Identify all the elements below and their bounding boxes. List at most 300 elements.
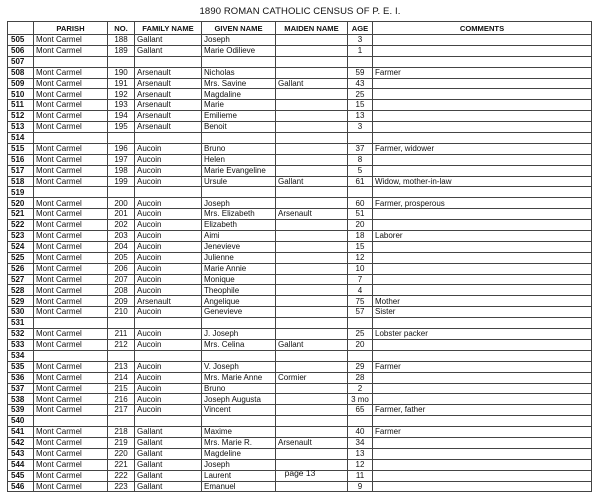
row-number-cell: 524: [8, 241, 34, 252]
comments-cell: Farmer, widower: [373, 143, 592, 154]
row-number-cell: 532: [8, 329, 34, 340]
table-row: [8, 339, 592, 350]
given-name-cell: Joseph: [202, 35, 276, 46]
maiden-name-cell: [276, 45, 348, 56]
table-row: [8, 100, 592, 111]
row-number-cell: 539: [8, 405, 34, 416]
family-name-cell: Aucoin: [135, 361, 202, 372]
parish-cell: Mont Carmel: [34, 405, 108, 416]
no-cell: 217: [108, 405, 135, 416]
given-name-cell: Magdaline: [202, 89, 276, 100]
comments-cell: Mother: [373, 296, 592, 307]
age-cell: 3: [348, 35, 373, 46]
age-cell: [348, 416, 373, 427]
table-row: [8, 361, 592, 372]
no-cell: 213: [108, 361, 135, 372]
parish-cell: Mont Carmel: [34, 481, 108, 492]
family-name-cell: Aucoin: [135, 372, 202, 383]
given-name-cell: Genevieve: [202, 307, 276, 318]
table-row: [8, 318, 592, 329]
no-cell: 195: [108, 122, 135, 133]
given-name-cell: Marie Annie: [202, 263, 276, 274]
comments-cell: [373, 100, 592, 111]
family-name-cell: [135, 350, 202, 361]
maiden-name-cell: [276, 361, 348, 372]
age-cell: 11: [348, 470, 373, 481]
parish-cell: Mont Carmel: [34, 45, 108, 56]
maiden-name-cell: Cormier: [276, 372, 348, 383]
row-number-cell: 545: [8, 470, 34, 481]
age-cell: 12: [348, 252, 373, 263]
no-cell: 223: [108, 481, 135, 492]
maiden-name-cell: [276, 318, 348, 329]
family-name-cell: Aucoin: [135, 252, 202, 263]
table-row: [8, 350, 592, 361]
given-name-cell: Joseph: [202, 198, 276, 209]
table-row: [8, 165, 592, 176]
age-cell: 40: [348, 427, 373, 438]
parish-cell: [34, 318, 108, 329]
comments-cell: [373, 318, 592, 329]
parish-cell: [34, 187, 108, 198]
table-row: [8, 427, 592, 438]
maiden-name-cell: [276, 416, 348, 427]
family-name-cell: Aucoin: [135, 176, 202, 187]
maiden-name-cell: [276, 111, 348, 122]
comments-cell: [373, 448, 592, 459]
row-number-cell: 541: [8, 427, 34, 438]
row-number-cell: 505: [8, 35, 34, 46]
age-cell: [348, 350, 373, 361]
comments-cell: [373, 263, 592, 274]
maiden-name-cell: [276, 427, 348, 438]
no-cell: 206: [108, 263, 135, 274]
parish-cell: Mont Carmel: [34, 427, 108, 438]
family-name-cell: Aucoin: [135, 143, 202, 154]
parish-cell: Mont Carmel: [34, 35, 108, 46]
given-name-cell: Mrs. Marie R.: [202, 437, 276, 448]
row-number-cell: 513: [8, 122, 34, 133]
family-name-cell: Aucoin: [135, 329, 202, 340]
comments-cell: [373, 372, 592, 383]
maiden-name-cell: [276, 263, 348, 274]
comments-cell: Farmer, prosperous: [373, 198, 592, 209]
family-name-cell: Aucoin: [135, 198, 202, 209]
table-row: [8, 198, 592, 209]
maiden-name-cell: [276, 307, 348, 318]
table-row: [8, 307, 592, 318]
comments-cell: [373, 45, 592, 56]
no-cell: 201: [108, 209, 135, 220]
maiden-name-cell: [276, 143, 348, 154]
family-name-cell: Aucoin: [135, 285, 202, 296]
age-cell: 18: [348, 231, 373, 242]
maiden-name-cell: [276, 383, 348, 394]
table-row: [8, 383, 592, 394]
comments-cell: [373, 78, 592, 89]
family-name-cell: Gallant: [135, 35, 202, 46]
comments-cell: [373, 165, 592, 176]
given-name-cell: [202, 133, 276, 144]
maiden-name-cell: [276, 350, 348, 361]
row-number-cell: 518: [8, 176, 34, 187]
given-name-cell: Vincent: [202, 405, 276, 416]
maiden-name-cell: [276, 35, 348, 46]
age-cell: [348, 56, 373, 67]
row-number-cell: 535: [8, 361, 34, 372]
given-name-cell: [202, 318, 276, 329]
comments-cell: [373, 339, 592, 350]
maiden-name-cell: [276, 252, 348, 263]
parish-cell: Mont Carmel: [34, 372, 108, 383]
parish-cell: Mont Carmel: [34, 361, 108, 372]
no-cell: 189: [108, 45, 135, 56]
given-name-cell: Aimi: [202, 231, 276, 242]
table-row: [8, 67, 592, 78]
no-cell: 190: [108, 67, 135, 78]
given-name-cell: [202, 56, 276, 67]
given-name-cell: Laurent: [202, 470, 276, 481]
no-cell: 210: [108, 307, 135, 318]
no-cell: 214: [108, 372, 135, 383]
maiden-name-cell: [276, 481, 348, 492]
row-number-cell: 521: [8, 209, 34, 220]
no-cell: 204: [108, 241, 135, 252]
table-row: [8, 143, 592, 154]
parish-cell: Mont Carmel: [34, 100, 108, 111]
no-cell: 216: [108, 394, 135, 405]
given-name-cell: Nicholas: [202, 67, 276, 78]
header-maiden-name: MAIDEN NAME: [276, 22, 348, 35]
family-name-cell: Gallant: [135, 427, 202, 438]
family-name-cell: [135, 318, 202, 329]
given-name-cell: Monique: [202, 274, 276, 285]
row-number-cell: 531: [8, 318, 34, 329]
age-cell: 37: [348, 143, 373, 154]
given-name-cell: Helen: [202, 154, 276, 165]
age-cell: 25: [348, 329, 373, 340]
family-name-cell: Aucoin: [135, 209, 202, 220]
given-name-cell: Theophile: [202, 285, 276, 296]
age-cell: 61: [348, 176, 373, 187]
header-comments: COMMENTS: [373, 22, 592, 35]
page-title: 1890 ROMAN CATHOLIC CENSUS OF P. E. I.: [199, 6, 401, 17]
comments-cell: Laborer: [373, 231, 592, 242]
no-cell: 219: [108, 437, 135, 448]
given-name-cell: Marie Evangeline: [202, 165, 276, 176]
no-cell: 198: [108, 165, 135, 176]
family-name-cell: Aucoin: [135, 394, 202, 405]
family-name-cell: Gallant: [135, 448, 202, 459]
family-name-cell: Gallant: [135, 459, 202, 470]
comments-cell: [373, 89, 592, 100]
parish-cell: Mont Carmel: [34, 470, 108, 481]
no-cell: 202: [108, 220, 135, 231]
comments-cell: [373, 241, 592, 252]
table-row: [8, 78, 592, 89]
comments-cell: [373, 437, 592, 448]
age-cell: 57: [348, 307, 373, 318]
comments-cell: [373, 383, 592, 394]
no-cell: 218: [108, 427, 135, 438]
comments-cell: [373, 56, 592, 67]
given-name-cell: Benoit: [202, 122, 276, 133]
parish-cell: Mont Carmel: [34, 394, 108, 405]
row-number-cell: 517: [8, 165, 34, 176]
comments-cell: [373, 285, 592, 296]
no-cell: [108, 416, 135, 427]
comments-cell: Farmer, father: [373, 405, 592, 416]
maiden-name-cell: [276, 154, 348, 165]
parish-cell: Mont Carmel: [34, 231, 108, 242]
maiden-name-cell: [276, 67, 348, 78]
age-cell: 34: [348, 437, 373, 448]
family-name-cell: Aucoin: [135, 383, 202, 394]
row-number-cell: 506: [8, 45, 34, 56]
comments-cell: [373, 252, 592, 263]
maiden-name-cell: Arsenault: [276, 437, 348, 448]
no-cell: 200: [108, 198, 135, 209]
table-row: [8, 448, 592, 459]
row-number-cell: 525: [8, 252, 34, 263]
row-number-cell: 511: [8, 100, 34, 111]
age-cell: 12: [348, 459, 373, 470]
table-row: [8, 372, 592, 383]
table-row: [8, 133, 592, 144]
row-number-cell: 538: [8, 394, 34, 405]
maiden-name-cell: [276, 187, 348, 198]
given-name-cell: [202, 187, 276, 198]
row-number-cell: 540: [8, 416, 34, 427]
parish-cell: Mont Carmel: [34, 154, 108, 165]
family-name-cell: Gallant: [135, 481, 202, 492]
age-cell: 13: [348, 111, 373, 122]
parish-cell: [34, 416, 108, 427]
given-name-cell: Mrs. Elizabeth: [202, 209, 276, 220]
family-name-cell: Aucoin: [135, 154, 202, 165]
table-row: [8, 263, 592, 274]
header-row-number: [8, 22, 34, 35]
parish-cell: Mont Carmel: [34, 252, 108, 263]
parish-cell: Mont Carmel: [34, 448, 108, 459]
age-cell: [348, 318, 373, 329]
maiden-name-cell: [276, 405, 348, 416]
maiden-name-cell: Gallant: [276, 78, 348, 89]
age-cell: 8: [348, 154, 373, 165]
age-cell: [348, 133, 373, 144]
table-row: [8, 187, 592, 198]
table-row: [8, 176, 592, 187]
no-cell: [108, 187, 135, 198]
parish-cell: Mont Carmel: [34, 329, 108, 340]
age-cell: 65: [348, 405, 373, 416]
no-cell: 188: [108, 35, 135, 46]
maiden-name-cell: [276, 89, 348, 100]
age-cell: 13: [348, 448, 373, 459]
age-cell: 3 mo: [348, 394, 373, 405]
comments-cell: [373, 35, 592, 46]
family-name-cell: Gallant: [135, 437, 202, 448]
comments-cell: [373, 154, 592, 165]
row-number-cell: 516: [8, 154, 34, 165]
age-cell: 10: [348, 263, 373, 274]
table-row: [8, 122, 592, 133]
age-cell: 59: [348, 67, 373, 78]
given-name-cell: Joseph: [202, 459, 276, 470]
age-cell: 7: [348, 274, 373, 285]
row-number-cell: 534: [8, 350, 34, 361]
family-name-cell: Aucoin: [135, 274, 202, 285]
family-name-cell: Arsenault: [135, 111, 202, 122]
family-name-cell: Aucoin: [135, 220, 202, 231]
family-name-cell: [135, 416, 202, 427]
no-cell: 203: [108, 231, 135, 242]
table-row: [8, 416, 592, 427]
comments-cell: Sister: [373, 307, 592, 318]
header-given-name: GIVEN NAME: [202, 22, 276, 35]
family-name-cell: [135, 56, 202, 67]
comments-cell: [373, 416, 592, 427]
header-row: [8, 22, 592, 35]
row-number-cell: 522: [8, 220, 34, 231]
table-row: [8, 252, 592, 263]
age-cell: 5: [348, 165, 373, 176]
age-cell: 75: [348, 296, 373, 307]
comments-cell: [373, 350, 592, 361]
no-cell: [108, 350, 135, 361]
no-cell: 196: [108, 143, 135, 154]
parish-cell: Mont Carmel: [34, 296, 108, 307]
given-name-cell: Emilieme: [202, 111, 276, 122]
row-number-cell: 543: [8, 448, 34, 459]
row-number-cell: 529: [8, 296, 34, 307]
comments-cell: [373, 187, 592, 198]
row-number-cell: 514: [8, 133, 34, 144]
age-cell: 25: [348, 89, 373, 100]
no-cell: 193: [108, 100, 135, 111]
no-cell: [108, 133, 135, 144]
comments-cell: Farmer: [373, 67, 592, 78]
parish-cell: Mont Carmel: [34, 263, 108, 274]
family-name-cell: [135, 133, 202, 144]
table-row: [8, 285, 592, 296]
given-name-cell: V. Joseph: [202, 361, 276, 372]
no-cell: 199: [108, 176, 135, 187]
maiden-name-cell: [276, 198, 348, 209]
no-cell: 211: [108, 329, 135, 340]
comments-cell: Farmer: [373, 427, 592, 438]
table-row: [8, 45, 592, 56]
given-name-cell: Jenevieve: [202, 241, 276, 252]
page-number: page 13: [284, 468, 316, 478]
age-cell: 51: [348, 209, 373, 220]
age-cell: 3: [348, 122, 373, 133]
no-cell: 220: [108, 448, 135, 459]
comments-cell: [373, 209, 592, 220]
maiden-name-cell: [276, 296, 348, 307]
row-number-cell: 515: [8, 143, 34, 154]
parish-cell: Mont Carmel: [34, 437, 108, 448]
parish-cell: [34, 56, 108, 67]
age-cell: 9: [348, 481, 373, 492]
comments-cell: [373, 122, 592, 133]
given-name-cell: Maxime: [202, 427, 276, 438]
comments-cell: [373, 274, 592, 285]
maiden-name-cell: [276, 165, 348, 176]
given-name-cell: Ursule: [202, 176, 276, 187]
age-cell: 15: [348, 100, 373, 111]
row-number-cell: 519: [8, 187, 34, 198]
given-name-cell: Mrs. Celina: [202, 339, 276, 350]
row-number-cell: 546: [8, 481, 34, 492]
row-number-cell: 544: [8, 459, 34, 470]
row-number-cell: 530: [8, 307, 34, 318]
family-name-cell: Aucoin: [135, 165, 202, 176]
parish-cell: Mont Carmel: [34, 383, 108, 394]
maiden-name-cell: [276, 394, 348, 405]
row-number-cell: 512: [8, 111, 34, 122]
row-number-cell: 533: [8, 339, 34, 350]
header-family-name: FAMILY NAME: [135, 22, 202, 35]
parish-cell: Mont Carmel: [34, 274, 108, 285]
comments-cell: [373, 481, 592, 492]
given-name-cell: Marie: [202, 100, 276, 111]
no-cell: 205: [108, 252, 135, 263]
comments-cell: [373, 111, 592, 122]
table-row: [8, 329, 592, 340]
table-row: [8, 241, 592, 252]
parish-cell: Mont Carmel: [34, 220, 108, 231]
no-cell: [108, 56, 135, 67]
age-cell: 1: [348, 45, 373, 56]
table-row: [8, 154, 592, 165]
age-cell: 20: [348, 339, 373, 350]
given-name-cell: [202, 350, 276, 361]
age-cell: 2: [348, 383, 373, 394]
maiden-name-cell: [276, 329, 348, 340]
comments-cell: Farmer: [373, 361, 592, 372]
given-name-cell: Emanuel: [202, 481, 276, 492]
age-cell: [348, 187, 373, 198]
row-number-cell: 536: [8, 372, 34, 383]
family-name-cell: Aucoin: [135, 263, 202, 274]
family-name-cell: Arsenault: [135, 296, 202, 307]
row-number-cell: 520: [8, 198, 34, 209]
table-row: [8, 111, 592, 122]
parish-cell: Mont Carmel: [34, 176, 108, 187]
given-name-cell: Bruno: [202, 383, 276, 394]
table-row: [8, 56, 592, 67]
parish-cell: Mont Carmel: [34, 285, 108, 296]
row-number-cell: 527: [8, 274, 34, 285]
age-cell: 43: [348, 78, 373, 89]
maiden-name-cell: [276, 231, 348, 242]
family-name-cell: Aucoin: [135, 405, 202, 416]
row-number-cell: 542: [8, 437, 34, 448]
age-cell: 20: [348, 220, 373, 231]
comments-cell: [373, 220, 592, 231]
no-cell: 207: [108, 274, 135, 285]
parish-cell: Mont Carmel: [34, 307, 108, 318]
given-name-cell: [202, 416, 276, 427]
parish-cell: Mont Carmel: [34, 111, 108, 122]
maiden-name-cell: [276, 241, 348, 252]
no-cell: 197: [108, 154, 135, 165]
maiden-name-cell: [276, 122, 348, 133]
given-name-cell: Mrs. Marie Anne: [202, 372, 276, 383]
given-name-cell: Elizabeth: [202, 220, 276, 231]
maiden-name-cell: [276, 448, 348, 459]
